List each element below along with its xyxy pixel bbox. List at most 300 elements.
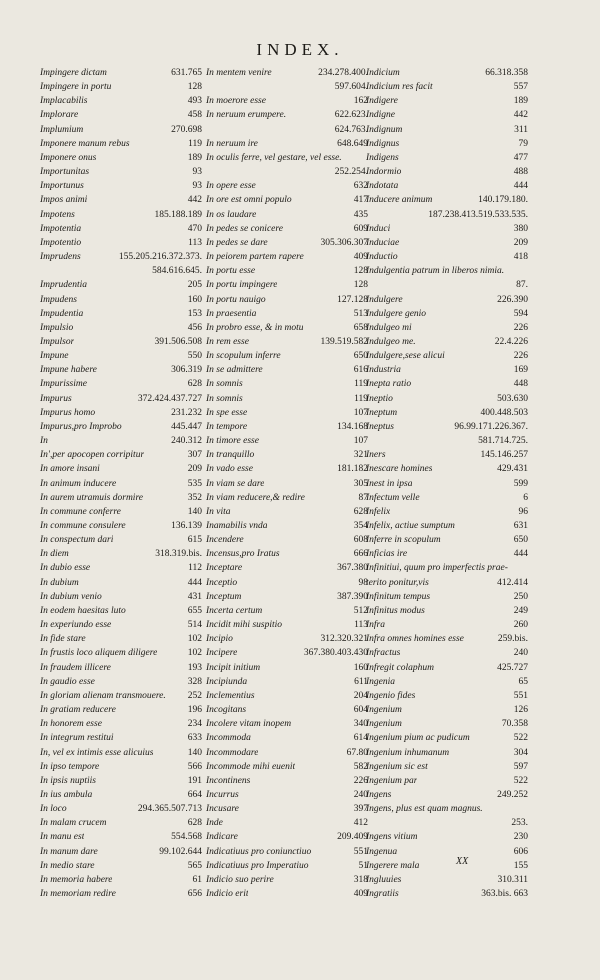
index-page-refs: 425.727	[497, 662, 528, 673]
index-page-refs: 493	[187, 96, 202, 107]
index-term: Infregit colaphum	[366, 662, 434, 673]
index-term: In fraudem illicere	[40, 662, 111, 673]
index-term: Inferre in scopulum	[366, 535, 441, 546]
index-page-refs: 102	[187, 648, 202, 659]
index-term: Indulgere genio	[366, 308, 427, 319]
index-entry	[206, 349, 368, 363]
index-page-refs: 93	[192, 167, 202, 178]
index-page-refs: 128	[353, 280, 368, 291]
index-page-refs: 306.319	[171, 365, 202, 376]
index-page-refs: 566	[187, 761, 202, 772]
index-term: Induci	[366, 223, 391, 234]
index-term: Indicatiuus pro Imperatiuo	[206, 860, 309, 871]
index-page-refs: 185.188.189	[154, 209, 202, 220]
index-page-refs: 458	[187, 110, 202, 121]
index-term: In ipsis nuptiis	[40, 775, 96, 786]
index-term: In tranquillo	[206, 450, 255, 461]
index-entry	[206, 887, 368, 901]
index-entry	[40, 632, 202, 646]
index-term: In rem esse	[206, 336, 249, 347]
index-entry	[40, 448, 202, 462]
index-term: In dubium	[40, 577, 79, 588]
index-term: In moerore esse	[206, 96, 266, 107]
index-entry	[206, 94, 368, 108]
index-entry	[366, 802, 528, 816]
index-page-refs: 102	[187, 634, 202, 645]
index-term: In integrum restitui	[40, 733, 114, 744]
index-term: In praesentia	[206, 308, 257, 319]
index-term: Incipit initium	[206, 662, 261, 673]
index-term: Infelix, actiue sumptum	[366, 521, 455, 531]
index-term: Infinitiui, quum pro imperfectis prae-	[366, 563, 508, 574]
index-page-refs: 631.765	[171, 68, 202, 78]
index-entry	[366, 491, 528, 505]
index-page-refs: 230	[513, 832, 528, 843]
index-term: Implorare	[40, 110, 79, 121]
index-page-refs: 535	[187, 478, 202, 489]
index-page-refs: 666	[353, 549, 368, 560]
index-page-refs: 107	[353, 436, 368, 447]
index-term: Imponere manum rebus	[40, 138, 130, 149]
index-page-refs: 160	[187, 294, 202, 305]
index-page-refs: 310.311	[497, 874, 528, 885]
index-term: In commune consulere	[40, 521, 126, 531]
index-entry	[366, 873, 528, 887]
index-term: Incurrus	[206, 789, 239, 800]
index-term: Inceptare	[206, 563, 243, 574]
index-page-refs: 632	[353, 181, 368, 192]
index-term: In probro esse, & in motu	[206, 322, 304, 333]
index-entry	[206, 335, 368, 349]
index-term: Impotentia	[40, 223, 82, 234]
index-term: In somnis	[206, 393, 243, 404]
index-entry	[206, 632, 368, 646]
index-page-refs: 614	[353, 733, 368, 744]
index-entry	[206, 788, 368, 802]
index-entry	[206, 873, 368, 887]
index-term: Impulsor	[40, 336, 75, 347]
index-term: Inamabilis vnda	[206, 521, 268, 531]
index-term: Incipio	[206, 634, 233, 645]
index-term: Incolere vitam inopem	[206, 719, 292, 730]
index-entry	[40, 462, 202, 476]
index-entry	[366, 547, 528, 561]
index-page-refs: 136.139	[171, 521, 202, 531]
index-page-refs: 554.568	[171, 832, 202, 843]
index-entry	[366, 746, 528, 760]
index-page-refs: 606	[513, 846, 528, 857]
page-title: INDEX.	[256, 40, 344, 59]
index-entry	[206, 293, 368, 307]
index-term: Ingenua	[366, 846, 398, 857]
index-term: In gratiam reducere	[40, 705, 116, 716]
index-entry	[206, 236, 368, 250]
index-entry	[206, 491, 368, 505]
index-term: Indotata	[366, 181, 399, 192]
index-entry	[206, 66, 368, 80]
index-term: In gloriam alienam transmouere.	[40, 690, 166, 701]
index-column-3	[366, 66, 528, 901]
index-entry	[206, 151, 368, 165]
index-term: In gaudio esse	[40, 676, 95, 687]
index-entry	[206, 774, 368, 788]
index-entry	[40, 293, 202, 307]
index-entry	[366, 576, 528, 590]
index-page-refs: 664	[187, 789, 202, 800]
index-entry	[40, 774, 202, 788]
index-page-refs: 412	[353, 818, 368, 829]
index-term: In malam crucem	[40, 818, 107, 829]
index-entry	[40, 179, 202, 193]
index-term: Ingenium sic est	[366, 761, 428, 772]
index-page-refs: 231.232	[171, 407, 202, 418]
index-page-refs: 431	[187, 591, 202, 602]
index-term: Ineptus	[366, 421, 394, 432]
index-page-refs: 209	[513, 237, 528, 248]
index-term: Indicium res facit	[366, 82, 433, 93]
index-term: Incommodare	[206, 747, 259, 758]
index-entry	[366, 179, 528, 193]
index-page-refs: 444	[187, 577, 202, 588]
index-entry	[206, 561, 368, 575]
index-page-refs: 604	[353, 705, 368, 716]
index-page-refs: 119	[354, 393, 368, 404]
index-entry	[366, 717, 528, 731]
index-page-refs: 140	[187, 506, 202, 517]
index-page-refs: 418	[513, 252, 528, 263]
index-page-refs: 328	[187, 676, 202, 687]
index-entry	[206, 264, 368, 278]
index-term: Inficias ire	[366, 549, 408, 560]
index-entry	[40, 859, 202, 873]
index-term: Infractus	[366, 648, 401, 659]
index-page-refs: 550	[187, 351, 202, 362]
index-page-refs: 444	[513, 549, 528, 560]
index-term: Inepta ratio	[366, 379, 412, 390]
index-entry	[366, 80, 528, 94]
index-term: Ingenium	[366, 705, 402, 716]
index-term: Indigne	[366, 110, 396, 121]
index-page-refs: 107	[353, 407, 368, 418]
index-term: In tempore	[206, 421, 248, 432]
index-entry	[206, 547, 368, 561]
index-term: In vado esse	[206, 464, 253, 475]
index-term: Impotentio	[40, 237, 82, 248]
index-term: Impurus,pro Improbo	[40, 421, 122, 432]
index-term: Impurus	[40, 393, 72, 404]
index-entry	[40, 108, 202, 122]
index-term: Incommode mihi euenit	[206, 761, 296, 772]
index-page-refs: 98	[358, 577, 368, 588]
index-entry	[366, 392, 528, 406]
index-term: Ingenium par	[366, 775, 418, 786]
index-term: Impos animi	[40, 195, 88, 206]
index-page-refs: 597	[513, 761, 528, 772]
index-entry	[366, 264, 528, 278]
index-entry	[366, 533, 528, 547]
index-page-refs: 140.179.180.	[478, 195, 528, 206]
index-page-refs: 155.205.216.372.373.	[118, 252, 202, 263]
index-term: Impune	[40, 351, 69, 362]
index-term: In scopulum inferre	[206, 351, 281, 362]
index-term: In timore esse	[206, 436, 259, 447]
index-page-refs: 65	[518, 676, 528, 687]
index-term: In',per apocopen corripitur	[40, 450, 145, 461]
index-entry	[40, 137, 202, 151]
index-entry	[366, 561, 528, 575]
index-term: In memoria habere	[40, 874, 113, 885]
index-term: Importunus	[40, 181, 84, 192]
index-page-refs: 70.358	[501, 719, 528, 730]
index-entry	[206, 830, 368, 844]
index-entry	[206, 760, 368, 774]
index-page-refs: 616	[353, 365, 368, 376]
index-entry	[40, 250, 202, 264]
index-term: Infinitum tempus	[366, 591, 431, 602]
index-entry	[40, 816, 202, 830]
index-page-refs: 488	[513, 167, 528, 178]
index-page-refs: 380	[513, 223, 528, 234]
index-term: In opere esse	[206, 181, 256, 192]
index-entry	[40, 434, 202, 448]
index-entry	[206, 646, 368, 660]
index-page-refs: 429.431	[497, 464, 528, 475]
index-term: In frustis loco aliquem diligere	[40, 648, 158, 659]
index-page-refs: 442	[187, 195, 202, 206]
index-page-refs: 363.bis. 663	[481, 889, 528, 900]
index-term: Ingenium inhumanum	[366, 747, 450, 758]
index-entry	[366, 406, 528, 420]
index-entry	[366, 760, 528, 774]
index-entry	[206, 618, 368, 632]
index-entry	[206, 278, 368, 292]
index-term: Ingens vitium	[366, 832, 418, 843]
index-entry	[40, 590, 202, 604]
index-page-refs: 444	[513, 181, 528, 192]
index-entry	[366, 66, 528, 80]
index-page-refs: 340	[353, 719, 368, 730]
index-entry	[366, 236, 528, 250]
index-page-refs: 249	[513, 605, 528, 616]
index-entry	[206, 80, 368, 94]
index-term: Incipere	[206, 648, 238, 659]
index-term: In portu impingere	[206, 280, 278, 291]
index-page-refs: 113	[188, 237, 202, 248]
index-entry	[206, 576, 368, 590]
index-entry	[40, 165, 202, 179]
index-entry	[40, 307, 202, 321]
index-page-refs: 597.604.	[334, 82, 368, 93]
index-page-refs: 67.80	[346, 747, 368, 758]
index-entry	[366, 505, 528, 519]
index-term: Incendere	[206, 535, 244, 546]
index-term: In somnis	[206, 379, 243, 390]
index-term: In honorem esse	[40, 719, 102, 730]
index-term: Imponere onus	[40, 152, 97, 163]
index-term: In experiundo esse	[40, 620, 112, 631]
index-term: In manum dare	[40, 846, 98, 857]
index-entry	[40, 264, 202, 278]
index-column-1	[40, 66, 202, 901]
index-term: Indicio erit	[206, 889, 249, 900]
index-term: Infectum velle	[366, 492, 420, 503]
index-entry	[40, 66, 202, 80]
index-page-refs: 204	[353, 690, 368, 701]
index-page-refs: 196	[187, 705, 202, 716]
index-entry	[366, 307, 528, 321]
index-entry	[40, 236, 202, 250]
index-term: In medio stare	[40, 860, 95, 871]
index-term: Indigens	[366, 152, 399, 163]
index-entry	[206, 420, 368, 434]
index-page-refs: 6	[523, 492, 528, 503]
index-entry	[40, 675, 202, 689]
index-entry	[366, 675, 528, 689]
index-entry	[206, 519, 368, 533]
index-term: In ore est omni populo	[206, 195, 292, 206]
index-entry	[40, 477, 202, 491]
index-page-refs: 226	[513, 322, 528, 333]
index-entry	[40, 335, 202, 349]
index-page-refs: 551	[353, 846, 368, 857]
index-term: Indicium	[366, 68, 400, 78]
index-page-refs: 318.319.bis.	[155, 549, 202, 560]
index-page-refs: 119	[354, 379, 368, 390]
index-entry	[206, 448, 368, 462]
index-page-refs: 79	[518, 138, 528, 149]
index-term: Ingerere mala	[366, 860, 420, 871]
index-page-refs: 611	[354, 676, 368, 687]
index-entry	[40, 689, 202, 703]
index-term: Indicare	[206, 832, 238, 843]
index-term: In fide stare	[40, 634, 86, 645]
index-entry	[366, 477, 528, 491]
index-term: Ingluuies	[366, 874, 402, 885]
index-term: In os laudare	[206, 209, 257, 220]
index-page-refs: 445.447	[171, 421, 202, 432]
index-entry	[206, 689, 368, 703]
index-term: Incusare	[206, 804, 239, 815]
index-term: Impurus homo	[40, 407, 96, 418]
index-page-refs: 397	[353, 804, 368, 815]
index-entry	[366, 661, 528, 675]
index-entry	[366, 123, 528, 137]
index-term: In pedes se dare	[206, 237, 268, 248]
index-term: Inde	[206, 818, 223, 829]
index-entry	[366, 321, 528, 335]
index-entry	[40, 193, 202, 207]
index-page-refs: 259.bis.	[497, 634, 528, 645]
index-term: terito ponitur,vis	[366, 577, 429, 588]
index-term: Ingenium pium ac pudicum	[366, 733, 470, 744]
index-term: In diem	[40, 549, 69, 560]
index-entry	[366, 830, 528, 844]
index-term: In memoriam redire	[40, 889, 116, 900]
index-entry	[206, 108, 368, 122]
index-page-refs: 22.4.226	[494, 336, 528, 347]
index-term: In neruum erumpere.	[206, 110, 287, 121]
index-entry	[40, 845, 202, 859]
index-entry	[366, 165, 528, 179]
index-term: Incontinens	[206, 775, 251, 786]
index-page-refs: 594	[513, 308, 528, 319]
index-entry	[206, 250, 368, 264]
index-term: Indulgere	[366, 294, 403, 305]
index-entry	[366, 845, 528, 859]
index-page-refs: 305.306.307	[320, 237, 368, 248]
index-term: Indigere	[366, 96, 398, 107]
index-entry	[206, 661, 368, 675]
index-entry	[40, 802, 202, 816]
index-page-refs: 226	[353, 775, 368, 786]
index-page-refs: 128	[187, 82, 202, 93]
index-term: In ius ambula	[40, 789, 93, 800]
index-page-refs: 409	[353, 889, 368, 900]
index-page-refs: 249.252	[497, 789, 528, 800]
signature-mark: XX	[456, 856, 469, 867]
index-term: Inducere animum	[366, 195, 433, 206]
index-entry	[366, 689, 528, 703]
index-entry	[366, 632, 528, 646]
index-entry	[366, 151, 528, 165]
index-page-refs: 140	[187, 747, 202, 758]
index-entry	[206, 123, 368, 137]
index-entry	[366, 94, 528, 108]
index-entry	[366, 774, 528, 788]
index-entry	[366, 887, 528, 901]
index-page-refs: 66.318.358	[485, 68, 528, 78]
index-page-refs: 181.182	[337, 464, 368, 475]
index-page-refs: 321	[353, 450, 368, 461]
index-entry	[206, 222, 368, 236]
index-page-refs: 367.380	[337, 563, 368, 574]
index-page-refs: 551	[513, 690, 528, 701]
index-page-refs: 61	[192, 874, 202, 885]
index-entry	[206, 845, 368, 859]
index-entry	[206, 462, 368, 476]
index-entry	[40, 731, 202, 745]
index-term: Indulgeo me.	[366, 336, 416, 347]
index-page-refs: 153	[187, 308, 202, 319]
index-term: Importunitas	[40, 167, 90, 178]
index-term: In amore insani	[40, 464, 100, 475]
index-page-refs: 372.424.437.727	[137, 393, 202, 404]
index-entry	[40, 873, 202, 887]
index-entry	[366, 278, 528, 292]
index-entry	[40, 505, 202, 519]
index-entry	[206, 675, 368, 689]
index-page-refs: 442	[513, 110, 528, 121]
index-entry	[206, 321, 368, 335]
index-entry	[40, 703, 202, 717]
index-term: In oculis ferre, vel gestare, vel esse.	[206, 152, 342, 163]
index-page-refs: 599	[513, 478, 528, 489]
index-page-refs: 51	[358, 860, 368, 871]
index-entry	[40, 151, 202, 165]
index-page-refs: 240	[353, 789, 368, 800]
index-entry	[206, 802, 368, 816]
index-page-refs: 655	[187, 605, 202, 616]
index-page-refs: 391.506.508	[154, 336, 202, 347]
index-term: Ingratiis	[366, 889, 399, 900]
index-entry	[366, 208, 528, 222]
index-term: Imprudens	[40, 252, 81, 263]
index-term: Indormio	[366, 167, 402, 178]
index-entry	[40, 80, 202, 94]
index-page-refs: 193	[187, 662, 202, 673]
index-page-refs: 650	[513, 535, 528, 546]
index-page-refs: 658	[353, 322, 368, 333]
